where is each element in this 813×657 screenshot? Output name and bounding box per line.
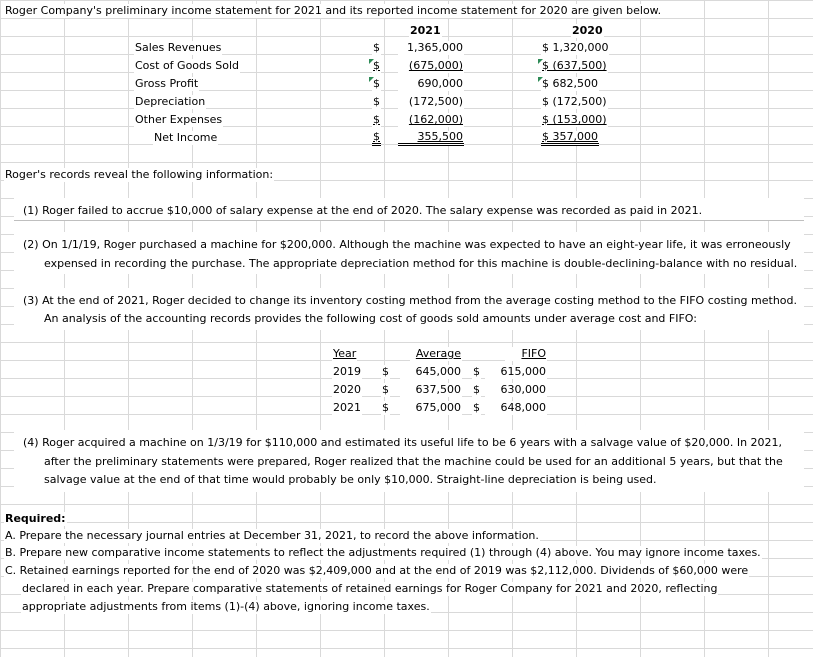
cogs-fifo-value: 615,000 <box>485 365 547 379</box>
dollar-2021-gross-profit: $ <box>373 77 380 90</box>
value-2021-other-expenses: (162,000) <box>398 113 464 127</box>
cogs-average-value: 675,000 <box>400 401 462 415</box>
value-2021-sales: 1,365,000 <box>398 41 464 55</box>
item-4-line-3: salvage value at the end of that time would probably be only $10,000. Straight-line depreciation is being used. <box>44 473 657 486</box>
row-label-other-expenses: Other Expenses <box>135 113 223 126</box>
value-2021-net-income: 355,500 <box>398 131 464 146</box>
value-2020-other-expenses: $ (153,000) <box>542 113 607 126</box>
cogs-year: 2019 <box>333 365 361 378</box>
cogs-dollar: $ <box>382 383 389 396</box>
cogs-fifo-value: 630,000 <box>485 383 547 397</box>
item-1-text: (1) Roger failed to accrue $10,000 of salary expense at the end of 2020. The salary expense was recorded as paid in 2021. <box>23 204 703 217</box>
required-label: Required: <box>5 512 66 525</box>
value-2021-cogs: (675,000) <box>398 59 464 73</box>
records-intro: Roger's records reveal the following information: <box>5 168 274 181</box>
cogs-header-average: Average <box>410 347 462 361</box>
cogs-average-value: 645,000 <box>400 365 462 379</box>
value-2020-gross-profit: $ 682,500 <box>542 77 598 90</box>
col-header-2021: 2021 <box>410 24 441 37</box>
value-2021-gross-profit: 690,000 <box>398 77 464 91</box>
required-c-line-1: C. Retained earnings reported for the end of 2020 was $2,409,000 and at the end of 2019 was $2,112,000. Dividends of $60,000 were <box>5 564 749 577</box>
required-c-line-2: declared in each year. Prepare comparative statements of retained earnings for Roger Company for 2021 and 2020, reflecting <box>22 582 718 595</box>
item-4-line-2: after the preliminary statements were prepared, Roger realized that the machine could be used for an additional 5 years, but that the <box>44 455 783 468</box>
cogs-header-year: Year <box>333 347 357 360</box>
row-label-gross-profit: Gross Profit <box>135 77 199 90</box>
cell-flag-icon <box>369 59 374 64</box>
value-2021-depreciation: (172,500) <box>398 95 464 109</box>
cogs-header-fifo: FIFO <box>505 347 547 361</box>
cogs-dollar: $ <box>473 383 480 396</box>
required-b: B. Prepare new comparative income statements to reflect the adjustments required (1) through (4) above. You may ignore income taxes. <box>5 546 761 559</box>
cell-flag-icon <box>538 59 543 64</box>
col-header-2020: 2020 <box>572 24 603 37</box>
intro-text: Roger Company's preliminary income statement for 2021 and its reported income statement for 2020 are given below. <box>5 4 662 17</box>
item-3-line-1: (3) At the end of 2021, Roger decided to change its inventory costing method from the average costing method to the FIFO costing method. <box>23 294 797 307</box>
dollar-2021-other-expenses: $ <box>373 113 380 126</box>
row-label-depreciation: Depreciation <box>135 95 206 108</box>
item-4-line-1: (4) Roger acquired a machine on 1/3/19 for $110,000 and estimated its useful life to be 6 years with a salvage value of $20,000. In 2021, <box>23 436 783 449</box>
dollar-2021-sales: $ <box>373 41 380 54</box>
value-2020-cogs: $ (637,500) <box>542 59 607 72</box>
cell-flag-icon <box>538 77 543 82</box>
item-2-line-2: expensed in recording the purchase. The appropriate depreciation method for this machine is double-declining-balance with no residual. <box>44 257 798 270</box>
dollar-2021-depreciation: $ <box>373 95 380 108</box>
cogs-dollar: $ <box>473 401 480 414</box>
cogs-average-value: 637,500 <box>400 383 462 397</box>
row-label-cogs: Cost of Goods Sold <box>135 59 239 72</box>
value-2020-depreciation: $ (172,500) <box>542 95 607 108</box>
cogs-fifo-value: 648,000 <box>485 401 547 415</box>
row-label-net-income: Net Income <box>154 131 218 144</box>
required-a: A. Prepare the necessary journal entries at December 31, 2021, to record the above information. <box>5 529 539 542</box>
value-2020-net-income: $ 357,000 <box>541 131 599 146</box>
dollar-2021-net-income: $ <box>372 131 381 146</box>
cell-flag-icon <box>369 77 374 82</box>
cogs-dollar: $ <box>473 365 480 378</box>
required-c-line-3: appropriate adjustments from items (1)-(4) above, ignoring income taxes. <box>22 600 430 613</box>
value-2020-sales: $ 1,320,000 <box>542 41 609 54</box>
cogs-year: 2021 <box>333 401 361 414</box>
item-2-line-1: (2) On 1/1/19, Roger purchased a machine for $200,000. Although the machine was expected to have an eight-year life, it was erroneously <box>23 238 791 251</box>
cogs-dollar: $ <box>382 365 389 378</box>
dollar-2021-cogs: $ <box>373 59 380 72</box>
cogs-dollar: $ <box>382 401 389 414</box>
cogs-year: 2020 <box>333 383 361 396</box>
row-label-sales: Sales Revenues <box>135 41 222 54</box>
item-3-line-2: An analysis of the accounting records provides the following cost of goods sold amounts under average cost and FIFO: <box>44 312 697 325</box>
